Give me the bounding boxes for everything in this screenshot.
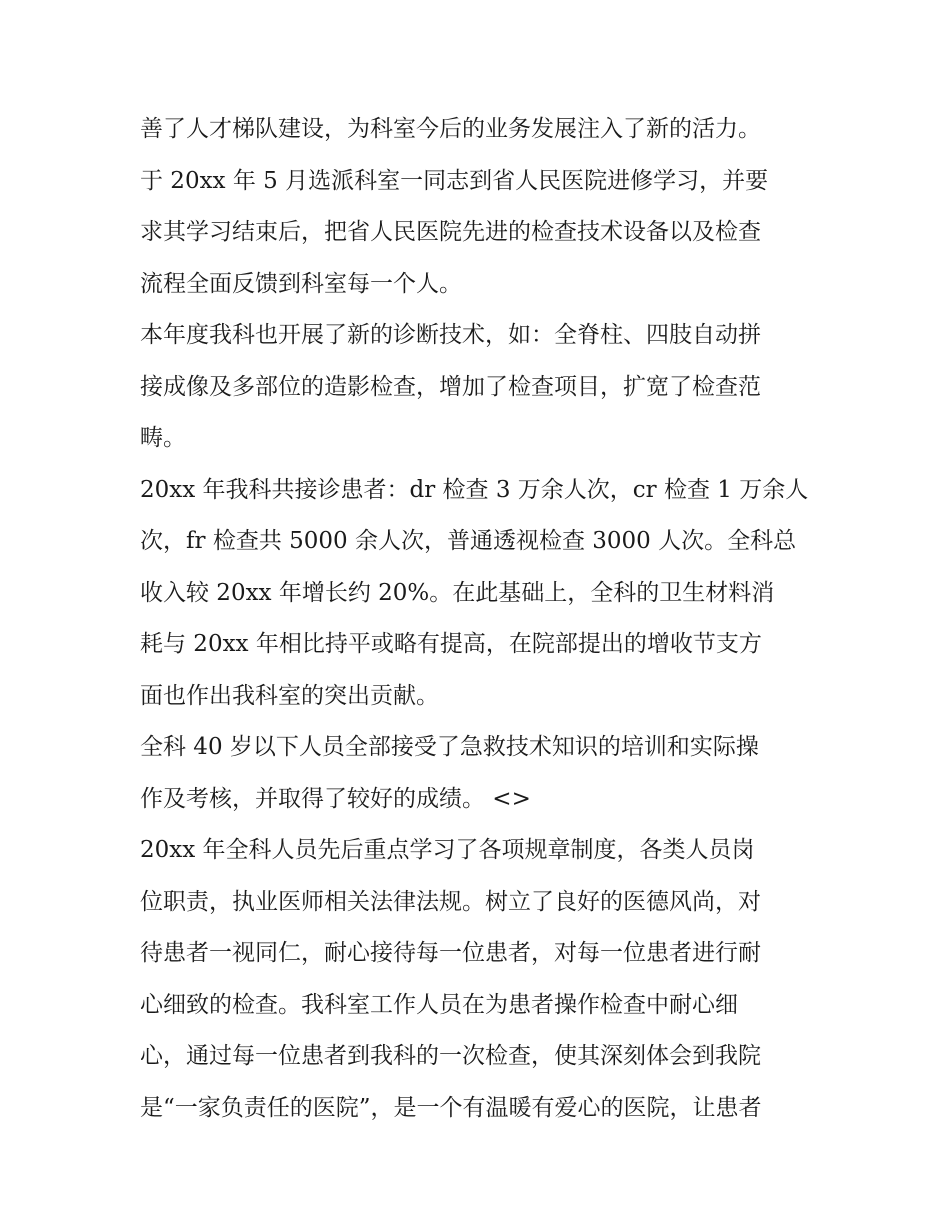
text-line: 流程全面反馈到科室每一个人。 (140, 270, 462, 297)
text-line: 次，fr 检查共 5000 余人次，普通透视检查 3000 人次。全科总 (140, 528, 797, 554)
text-line: 心，通过每一位患者到我科的一次检查，使其深刻体会到我院 (140, 1043, 761, 1069)
text-line: 作及考核，并取得了较好的成绩。 <> (140, 785, 531, 812)
text-line: 本年度我科也开展了新的诊断技术，如：全脊柱、四肢自动拼 (140, 322, 761, 348)
text-line: 耗与 20xx 年相比持平或略有提高，在院部提出的增收节支方 (140, 631, 762, 657)
document-body (140, 104, 820, 1134)
text-line: 于 20xx 年 5 月选派科室一同志到省人民医院进修学习，并要 (140, 167, 769, 194)
text-line: 畴。 (140, 425, 186, 451)
text-line: 收入较 20xx 年增长约 20%。在此基础上，全科的卫生材料消 (140, 579, 775, 606)
text-line: 全科 40 岁以下人员全部接受了急救技术知识的培训和实际操 (140, 734, 759, 760)
text-line: 是“一家负责任的医院”，是一个有温暖有爱心的医院，让患者 (140, 1094, 762, 1121)
text-line: 求其学习结束后，把省人民医院先进的检查技术设备以及检查 (140, 219, 761, 245)
text-line: 心细致的检查。我科室工作人员在为患者操作检查中耐心细 (140, 991, 738, 1018)
text-line: 位职责，执业医师相关法律法规。树立了良好的医德风尚，对 (140, 888, 761, 915)
text-line: 20xx 年我科共接诊患者：dr 检查 3 万余人次，cr 检查 1 万余人 (140, 476, 809, 503)
text-line: 面也作出我科室的突出贡献。 (140, 682, 439, 709)
text-line: 善了人才梯队建设，为科室今后的业务发展注入了新的活力。 (140, 116, 761, 142)
text-line: 20xx 年全科人员先后重点学习了各项规章制度，各类人员岗 (140, 837, 755, 863)
text-line: 待患者一视同仁，耐心接待每一位患者，对每一位患者进行耐 (140, 940, 761, 966)
text-line: 接成像及多部位的造影检查，增加了检查项目，扩宽了检查范 (140, 373, 761, 400)
